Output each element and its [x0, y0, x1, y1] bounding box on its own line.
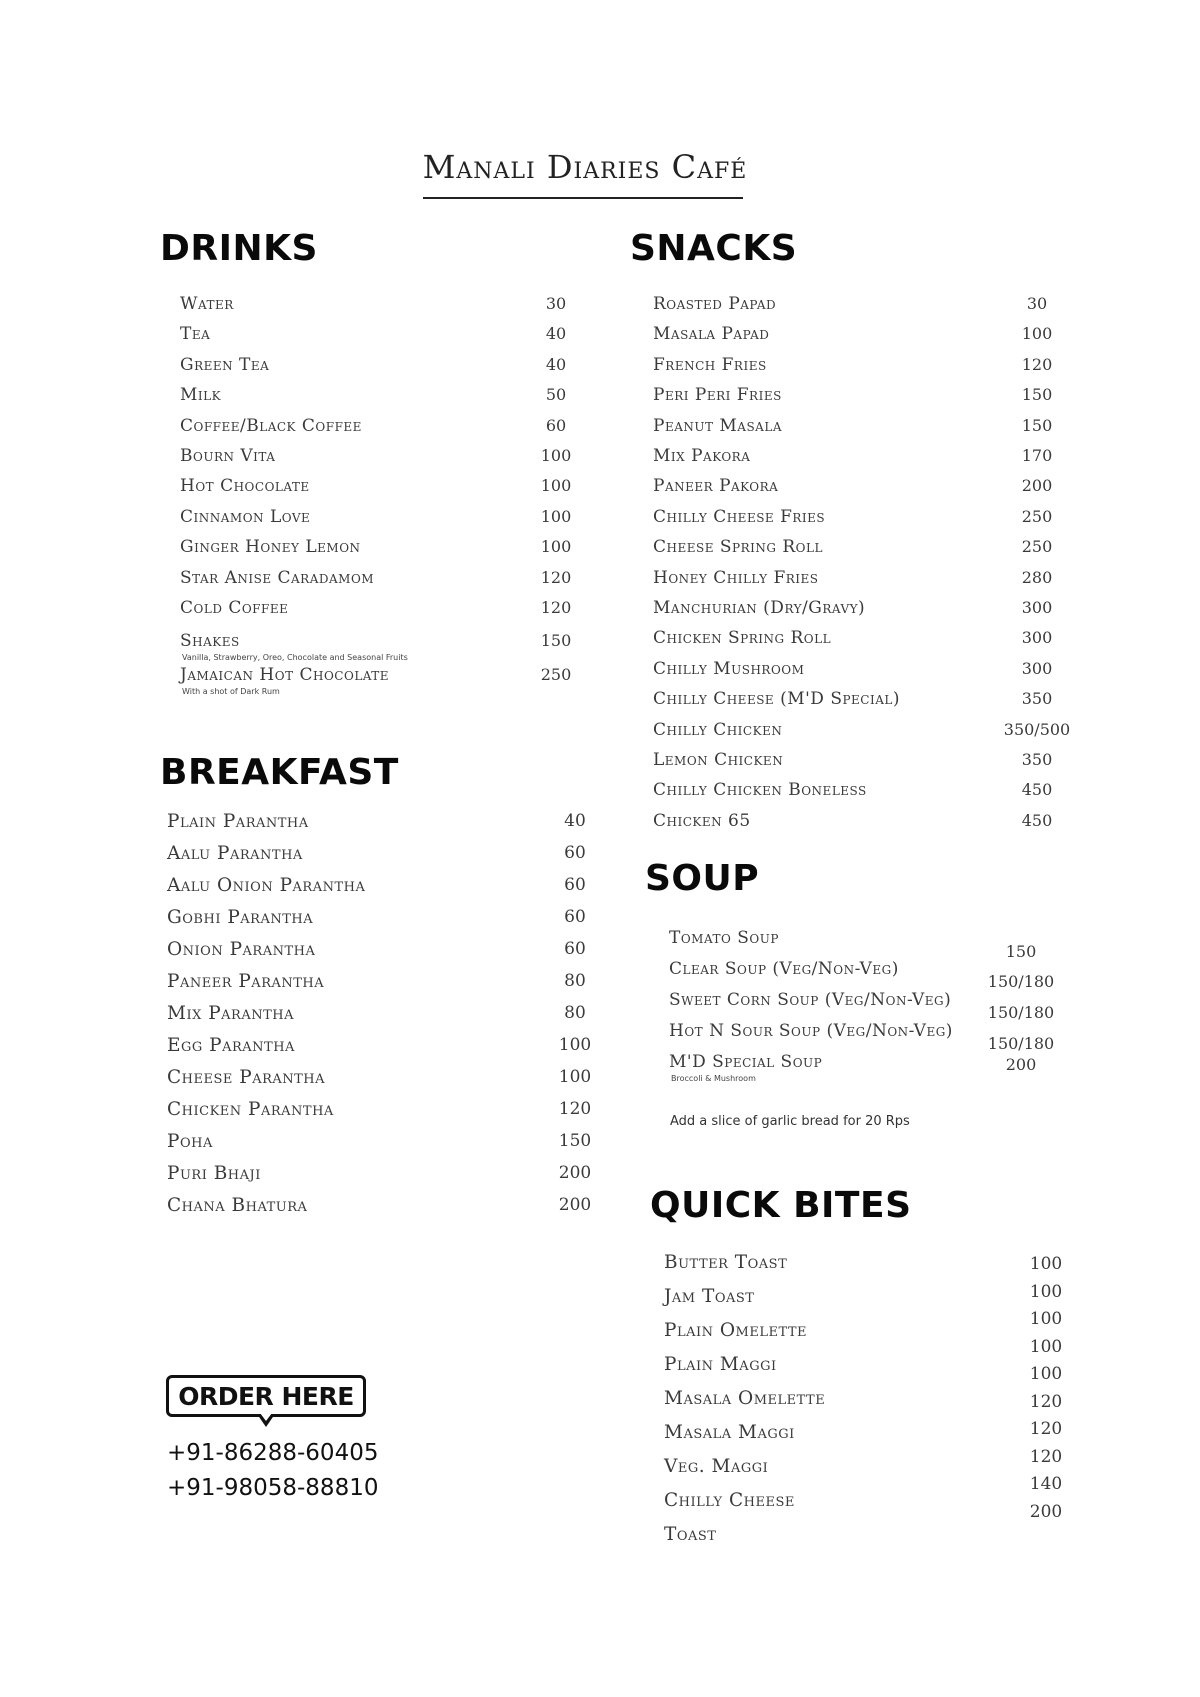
drinks-item-name: Coffee/Black Coffee	[180, 415, 362, 436]
quick-bites-item-name: Veg. Maggi	[664, 1456, 769, 1477]
drinks-item-price: 250	[540, 665, 572, 684]
snacks-item-price: 150	[1021, 385, 1053, 405]
snacks-item-name: Chicken Spring Roll	[653, 628, 832, 649]
snacks-item-price: 100	[1021, 324, 1053, 344]
speech-bubble-tail-inner	[260, 1413, 272, 1421]
drinks-item-name: Cinnamon Love	[180, 506, 311, 527]
snacks-item-price: 300	[1021, 658, 1053, 678]
snacks-item-name: Chilly Chicken	[653, 719, 783, 740]
snacks-item-name: Lemon Chicken	[653, 750, 784, 770]
drinks-item-price: 100	[540, 506, 572, 526]
quick-bites-item-price: 200	[1029, 1501, 1063, 1522]
snacks-item-name: Chilly Mushroom	[653, 658, 805, 679]
quick-bites-item-price: 120	[1029, 1419, 1063, 1439]
breakfast-item-price: 100	[558, 1067, 592, 1087]
breakfast-item-name: Onion Parantha	[167, 939, 316, 960]
drinks-item-name: Hot Chocolate	[180, 476, 310, 497]
soup-item-price: 150	[1005, 942, 1037, 961]
quick-bites-item-name: Toast	[664, 1524, 717, 1545]
quick-bites-item-name: Jam Toast	[664, 1286, 755, 1307]
quick-bites-item-price: 100	[1029, 1336, 1063, 1357]
drinks-item-price: 40	[545, 324, 567, 344]
quick-bites-item-price: 120	[1029, 1446, 1063, 1467]
quick-bites-item-name: Masala Omelette	[664, 1388, 826, 1409]
snacks-item-price: 280	[1021, 567, 1053, 587]
drinks-item-name: Tea	[180, 324, 211, 345]
soup-item-name: Clear Soup (Veg/Non-Veg)	[669, 959, 899, 979]
snacks-item-name: Chilly Cheese Fries	[653, 506, 826, 527]
quick-bites-item-price: 100	[1029, 1309, 1063, 1329]
breakfast-item-name: Mix Parantha	[167, 1003, 294, 1024]
drinks-item-name: Bourn Vita	[180, 446, 276, 466]
quick-bites-item-price: 140	[1029, 1474, 1063, 1494]
drinks-item-name: Ginger Honey Lemon	[180, 537, 361, 558]
snacks-item-price: 450	[1021, 810, 1053, 830]
breakfast-item-price: 150	[558, 1131, 592, 1151]
snacks-item-price: 120	[1021, 354, 1053, 374]
breakfast-item-price: 60	[564, 939, 586, 959]
breakfast-item-name: Gobhi Parantha	[167, 907, 314, 928]
quick-bites-heading: QUICK BITES	[650, 1185, 912, 1226]
breakfast-item-price: 60	[564, 875, 586, 895]
snacks-item-name: Peanut Masala	[653, 415, 782, 436]
breakfast-item-name: Plain Parantha	[167, 811, 309, 832]
breakfast-item-name: Puri Bhaji	[167, 1163, 261, 1184]
breakfast-item-price: 60	[564, 843, 586, 863]
snacks-item-price: 250	[1021, 506, 1053, 526]
quick-bites-item-name: Masala Maggi	[664, 1422, 795, 1443]
drinks-item-price: 60	[545, 415, 567, 435]
quick-bites-item-name: Plain Maggi	[664, 1354, 777, 1375]
snacks-item-name: Honey Chilly Fries	[653, 567, 819, 588]
drinks-item-price: 120	[540, 598, 572, 617]
drinks-heading: DRINKS	[160, 228, 318, 269]
snacks-item-name: Chicken 65	[653, 810, 751, 831]
breakfast-item-name: Chicken Parantha	[167, 1099, 334, 1120]
cafe-title: Manali Diaries Café	[422, 148, 748, 186]
drinks-item-price: 30	[545, 294, 567, 313]
breakfast-item-price: 120	[558, 1099, 592, 1119]
snacks-item-name: Peri Peri Fries	[653, 385, 782, 406]
snacks-item-name: Roasted Papad	[653, 294, 777, 314]
drinks-item-price: 40	[545, 354, 567, 374]
breakfast-item-name: Aalu Onion Parantha	[167, 875, 366, 896]
title-underline	[423, 197, 743, 199]
snacks-item-name: Chilly Cheese (M'D Special)	[653, 689, 900, 710]
snacks-item-price: 350	[1021, 750, 1053, 769]
drinks-item-price: 100	[540, 476, 572, 496]
drinks-item-name: Green Tea	[180, 354, 270, 375]
snacks-item-name: French Fries	[653, 354, 767, 375]
snacks-item-price: 300	[1021, 598, 1053, 617]
snacks-item-price: 450	[1021, 780, 1053, 800]
soup-item-name: Tomato Soup	[669, 928, 779, 948]
quick-bites-item-price: 100	[1029, 1364, 1063, 1384]
snacks-item-price: 200	[1021, 476, 1053, 496]
drinks-item-note: Vanilla, Strawberry, Oreo, Chocolate and Seasonal Fruits	[182, 653, 408, 662]
snacks-item-price: 170	[1021, 446, 1053, 465]
drinks-item-price: 120	[540, 567, 572, 587]
snacks-heading: SNACKS	[630, 228, 798, 269]
snacks-item-name: Cheese Spring Roll	[653, 537, 823, 558]
drinks-item-name: Water	[180, 294, 234, 314]
soup-item-name: Hot N Sour Soup (Veg/Non-Veg)	[669, 1021, 953, 1041]
breakfast-item-price: 80	[564, 1003, 586, 1023]
garlic-bread-note: Add a slice of garlic bread for 20 Rps	[670, 1114, 910, 1129]
quick-bites-item-price: 120	[1029, 1391, 1063, 1412]
breakfast-item-name: Chana Bhatura	[167, 1195, 308, 1216]
drinks-item-note: With a shot of Dark Rum	[182, 687, 280, 696]
breakfast-item-name: Paneer Parantha	[167, 971, 325, 992]
order-here-badge	[166, 1375, 366, 1417]
soup-item-price: 200	[1005, 1055, 1037, 1074]
soup-item-name: Sweet Corn Soup (Veg/Non-Veg)	[669, 990, 952, 1010]
soup-item-price: 150/180	[987, 1003, 1055, 1022]
phone-number-2[interactable]: +91-98058-88810	[167, 1475, 379, 1501]
drinks-item-price: 100	[540, 446, 572, 465]
soup-item-note: Broccoli & Mushroom	[671, 1074, 756, 1083]
snacks-item-price: 350/500	[1003, 719, 1071, 739]
drinks-item-price: 50	[545, 385, 567, 405]
breakfast-item-name: Poha	[167, 1131, 213, 1152]
breakfast-item-price: 40	[564, 811, 586, 831]
snacks-item-name: Masala Papad	[653, 324, 770, 345]
quick-bites-item-name: Chilly Cheese	[664, 1490, 795, 1511]
drinks-item-name: Star Anise Caradamom	[180, 567, 375, 588]
snacks-item-name: Mix Pakora	[653, 446, 751, 466]
soup-item-name: M'D Special Soup	[669, 1052, 823, 1072]
soup-heading: SOUP	[645, 858, 760, 899]
breakfast-item-price: 100	[558, 1035, 592, 1055]
snacks-item-price: 350	[1021, 689, 1053, 709]
drinks-item-price: 150	[540, 631, 572, 650]
snacks-item-price: 30	[1026, 294, 1048, 313]
snacks-item-name: Chilly Chicken Boneless	[653, 780, 867, 801]
breakfast-item-name: Egg Parantha	[167, 1035, 295, 1056]
quick-bites-item-name: Butter Toast	[664, 1252, 788, 1273]
breakfast-item-price: 60	[564, 907, 586, 927]
snacks-item-price: 300	[1021, 628, 1053, 648]
quick-bites-item-price: 100	[1029, 1254, 1063, 1274]
phone-number-1[interactable]: +91-86288-60405	[167, 1440, 379, 1466]
snacks-item-name: Paneer Pakora	[653, 476, 779, 497]
soup-item-price: 150/180	[987, 1034, 1055, 1053]
drinks-item-name: Cold Coffee	[180, 598, 289, 618]
snacks-item-price: 250	[1021, 537, 1053, 557]
breakfast-item-name: Aalu Parantha	[167, 843, 303, 864]
drinks-item-name: Jamaican Hot Chocolate	[180, 665, 390, 685]
quick-bites-item-price: 100	[1029, 1281, 1063, 1302]
drinks-item-name: Milk	[180, 385, 222, 406]
quick-bites-item-name: Plain Omelette	[664, 1320, 808, 1341]
breakfast-item-price: 200	[558, 1195, 592, 1215]
snacks-item-price: 150	[1021, 415, 1053, 435]
breakfast-heading: BREAKFAST	[160, 752, 399, 793]
order-here-label: ORDER HERE	[178, 1381, 354, 1411]
drinks-item-price: 100	[540, 537, 572, 557]
drinks-item-name: Shakes	[180, 631, 240, 651]
breakfast-item-price: 200	[558, 1163, 592, 1183]
breakfast-item-name: Cheese Parantha	[167, 1067, 326, 1088]
snacks-item-name: Manchurian (Dry/Gravy)	[653, 598, 866, 618]
breakfast-item-price: 80	[564, 971, 586, 991]
soup-item-price: 150/180	[987, 972, 1055, 991]
